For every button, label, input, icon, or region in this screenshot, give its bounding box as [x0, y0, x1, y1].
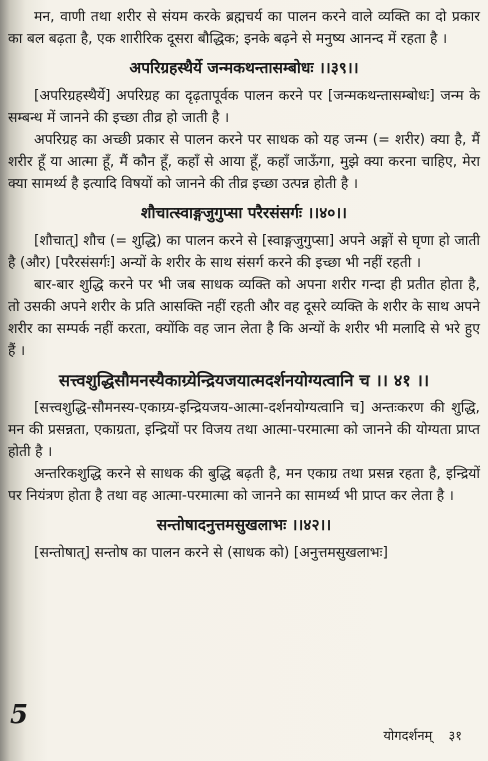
paragraph: मन, वाणी तथा शरीर से संयम करके ब्रह्मचर्य का पालन करने वाले व्यक्ति का दो प्रकार का बल बढ़ता है, एक शारीरिक दूसरा बौद्धिक; इनके बढ़ने से मनुष्य आनन्द में रहता है ।	[8, 9, 480, 47]
sutra-heading: शौचात्स्वाङ्गजुगुप्सा परैरसंसर्गः ।।४०।।	[140, 204, 348, 222]
footer-page-number: ३१	[448, 729, 462, 744]
paragraph: बार-बार शुद्धि करने पर भी जब साधक व्यक्ति को अपना शरीर गन्दा ही प्रतीत होता है, तो उसकी अपने शरीर के प्रति आसक्ति नहीं रहती और वह दूसरे व्यक्ति के शरीर के साथ अपने शरीर का सम्पर्क नहीं करता, क्योंकि वह जान लेता है कि अन्यों के शरीर भी मलादि से भरे हुए हैं ।	[8, 277, 480, 359]
paragraph: अन्तरिकशुद्धि करने से साधक की बुद्धि बढ़ती है, मन एकाग्र तथा प्रसन्न रहता है, इन्द्रियों पर नियंत्रण होता है तथा वह आत्मा-परमात्मा को जानने का सामर्थ्य भी प्राप्त कर लेता है ।	[8, 466, 480, 504]
sutra-heading: अपरिग्रहस्थैर्ये जन्मकथन्तासम्बोधः ।।३९।।	[129, 59, 359, 77]
paragraph: [सत्त्वशुद्धि-सौमनस्य-एकाग्र्य-इन्द्रियजय-आत्मा-दर्शनयोग्यत्वानि च] अन्तःकरण की शुद्धि, मन की प्रसन्नता, एकाग्रता, इन्द्रियों पर विजय तथा आत्मा-परमात्मा को जानने की योग्यता प्राप्त होती है ।	[8, 400, 480, 460]
sutra-heading: सत्त्वशुद्धिसौमनस्यैकाग्र्येन्द्रियजयात्मदर्शनयोग्यत्वानि च ।। ४१ ।।	[58, 371, 430, 390]
page-text	[8, 6, 480, 564]
paragraph: [शौचात्] शौच (= शुद्धि) का पालन करने से [स्वाङ्गजुगुप्सा] अपने अङ्गों से घृणा हो जाती है (और) [परैरसंसर्गः] अन्यों के शरीर के साथ संसर्ग करने की इच्छा भी नहीं रहती ।	[8, 233, 480, 271]
handwritten-page-mark: 5	[10, 700, 29, 730]
footer-book-title: योगदर्शनम्	[383, 729, 433, 744]
paragraph: [अपरिग्रहस्थैर्ये] अपरिग्रह का दृढ़तापूर्वक पालन करने पर [जन्मकथन्तासम्बोधः] जन्म के सम्बन्ध में जानने की इच्छा तीव्र हो जाती है ।	[8, 88, 480, 126]
sutra-heading: सन्तोषादनुत्तमसुखलाभः ।।४२।।	[156, 516, 332, 534]
paragraph: [सन्तोषात्] सन्तोष का पालन करने से (साधक को) [अनुत्तमसुखलाभः]	[34, 545, 388, 561]
page-footer	[371, 726, 462, 744]
paragraph: अपरिग्रह का अच्छी प्रकार से पालन करने पर साधक को यह जन्म (= शरीर) क्या है, मैं शरीर हूँ या आत्मा हूँ, मैं कौन हूँ, कहाँ से आया हूँ, कहाँ जाऊँगा, मुझे क्या करना चाहिए, मेरा क्या सामर्थ्य है इत्यादि विषयों को जानने की तीव्र इच्छा उत्पन्न होती है ।	[8, 132, 480, 192]
